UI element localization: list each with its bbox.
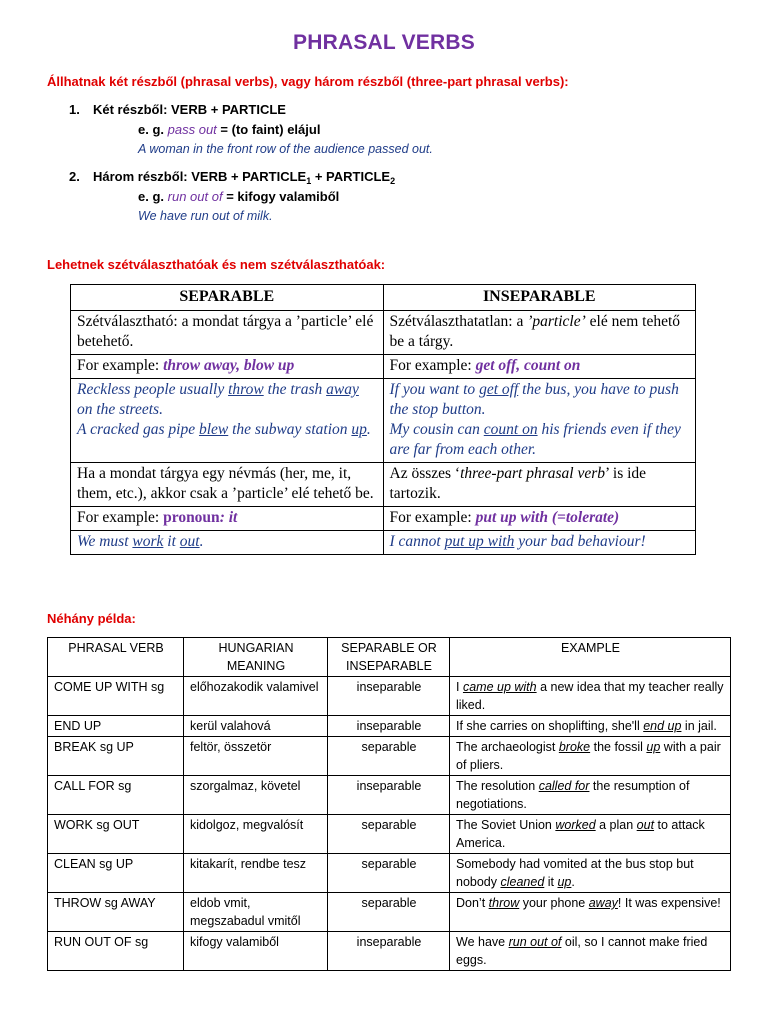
- header-example: EXAMPLE: [450, 638, 731, 677]
- table-row: [48, 893, 731, 932]
- definition: = (to faint) elájul: [216, 122, 321, 137]
- example-definition-2: [138, 189, 339, 204]
- text: We must: [77, 533, 133, 550]
- header-inseparable: INSEPARABLE: [383, 285, 696, 311]
- phrasal-verb: get off, count on: [475, 357, 581, 374]
- text: the fossil: [590, 740, 647, 754]
- example-definition-1: [138, 122, 320, 137]
- text: with a pair of pliers.: [456, 740, 721, 772]
- text: to attack America.: [456, 818, 705, 850]
- list-text: Három részből: VERB + PARTICLE: [93, 169, 307, 184]
- text: .: [571, 875, 575, 889]
- intro-text: Állhatnak két részből (phrasal verbs), vagy három részből (three-part phrasal verbs):: [47, 74, 569, 89]
- cell-inseparable-desc: [383, 311, 696, 355]
- cell-verb: END UP: [48, 716, 184, 737]
- cell-type: separable: [328, 893, 450, 932]
- table-row: [71, 355, 696, 379]
- table-row: [71, 531, 696, 555]
- text: Az összes ‘: [389, 465, 461, 482]
- cell-example: [450, 716, 731, 737]
- text: called for: [538, 779, 590, 793]
- text: away: [588, 896, 618, 910]
- cell-pronoun-sentence: [71, 531, 384, 555]
- text: work: [132, 533, 164, 550]
- cell-pronoun-rule: Ha a mondat tárgya egy névmás (her, me, it, them, etc.), akkor csak a ’particle’ elé tehető be.: [71, 463, 384, 507]
- cell-meaning: kidolgoz, megvalósít: [184, 815, 328, 854]
- text: elé nem tehető be a tárgy.: [389, 313, 681, 350]
- cell-type: inseparable: [328, 932, 450, 971]
- text: For example:: [389, 509, 476, 526]
- text: If you want to: [389, 381, 480, 398]
- text: your phone: [519, 896, 589, 910]
- phrasal-verb: put up with (=tolerate): [475, 509, 620, 526]
- list-item-2: [69, 169, 395, 186]
- header-separability: SEPARABLE OR INSEPARABLE: [328, 638, 450, 677]
- cell-type: inseparable: [328, 776, 450, 815]
- section-heading-separable: Lehetnek szétválaszthatóak és nem szétválaszthatóak:: [47, 257, 386, 272]
- cell-verb: THROW sg AWAY: [48, 893, 184, 932]
- text: blew: [198, 421, 229, 438]
- list-number: 2.: [69, 169, 80, 184]
- cell-separable-desc: Szétválasztható: a mondat tárgya a ’particle’ elé betehető.: [71, 311, 384, 355]
- text: up: [646, 740, 661, 754]
- text: The archaeologist: [456, 740, 559, 754]
- subscript: 1: [306, 176, 312, 186]
- table-header-row: [48, 638, 731, 677]
- examples-table: [47, 637, 731, 971]
- text: put up with: [444, 533, 515, 550]
- cell-pronoun-example: [71, 507, 384, 531]
- text: The resolution: [456, 779, 539, 793]
- text: oil, so I cannot make fried eggs.: [456, 935, 708, 967]
- text: the trash: [263, 381, 327, 398]
- table-row: [71, 311, 696, 355]
- cell-inseparable-example: [383, 355, 696, 379]
- header-separable: SEPARABLE: [71, 285, 384, 311]
- text: For example:: [77, 357, 164, 374]
- cell-type: inseparable: [328, 677, 450, 716]
- cell-inseparable-sentences: [383, 379, 696, 463]
- text: I: [456, 680, 463, 694]
- text: end up: [643, 719, 682, 733]
- cell-type: separable: [328, 737, 450, 776]
- text: up: [557, 875, 572, 889]
- text: came up with: [462, 680, 537, 694]
- text: cleaned: [500, 875, 545, 889]
- list-number: 1.: [69, 102, 80, 117]
- cell-three-part-rule: [383, 463, 696, 507]
- text: get off: [479, 381, 519, 398]
- cell-example: [450, 854, 731, 893]
- text: My cousin can: [389, 421, 484, 438]
- subscript: 2: [390, 176, 396, 186]
- table-row: [48, 815, 731, 854]
- text: on the streets.: [77, 401, 163, 418]
- table-row: [71, 379, 696, 463]
- text: We have: [456, 935, 509, 949]
- table-row: [48, 737, 731, 776]
- text: out: [179, 533, 200, 550]
- text: : it: [219, 509, 238, 526]
- cell-meaning: előhozakodik valamivel: [184, 677, 328, 716]
- cell-example: [450, 737, 731, 776]
- example-sentence-2: We have run out of milk.: [138, 209, 273, 223]
- header-hungarian-meaning: HUNGARIAN MEANING: [184, 638, 328, 677]
- text: ’ is ide tartozik.: [389, 465, 647, 502]
- text: Szétválaszthatatlan: a: [389, 313, 528, 330]
- text: .: [199, 533, 204, 550]
- cell-meaning: szorgalmaz, követel: [184, 776, 328, 815]
- cell-three-part-sentence: [383, 531, 696, 555]
- text: Somebody had vomited at the bus stop but nobody: [456, 857, 694, 889]
- cell-separable-sentences: [71, 379, 384, 463]
- cell-example: [450, 677, 731, 716]
- text: his friends even if they are far from each other.: [389, 421, 681, 458]
- text: the resumption of negotiations.: [456, 779, 690, 811]
- cell-meaning: feltör, összetör: [184, 737, 328, 776]
- text: it: [163, 533, 180, 550]
- text: the bus, you have to push the stop button.: [389, 381, 679, 418]
- text: up: [351, 421, 367, 438]
- definition: = kifogy valamiből: [222, 189, 340, 204]
- text: For example:: [77, 509, 164, 526]
- cell-example: [450, 815, 731, 854]
- table-row: [48, 716, 731, 737]
- table-row: [71, 463, 696, 507]
- text: broke: [558, 740, 591, 754]
- cell-verb: RUN OUT OF sg: [48, 932, 184, 971]
- cell-type: separable: [328, 815, 450, 854]
- example-sentence-1: A woman in the front row of the audience passed out.: [138, 142, 433, 156]
- cell-meaning: kitakarít, rendbe tesz: [184, 854, 328, 893]
- cell-example: [450, 776, 731, 815]
- text: three-part phrasal verb: [460, 465, 606, 482]
- cell-verb: CALL FOR sg: [48, 776, 184, 815]
- phrasal-verb: run out of: [167, 189, 223, 204]
- separable-table: [70, 284, 696, 555]
- text: If she carries on shoplifting, she'll: [456, 719, 644, 733]
- text: worked: [555, 818, 596, 832]
- list-text: Két részből: VERB + PARTICLE: [93, 102, 286, 117]
- text: it: [544, 875, 558, 889]
- text: Don’t: [456, 896, 489, 910]
- cell-type: separable: [328, 854, 450, 893]
- table-header-row: [71, 285, 696, 311]
- header-phrasal-verb: PHRASAL VERB: [48, 638, 184, 677]
- cell-meaning: kifogy valamiből: [184, 932, 328, 971]
- cell-three-part-example: [383, 507, 696, 531]
- text: in jail.: [681, 719, 717, 733]
- text: throw: [228, 381, 264, 398]
- table-row: [48, 677, 731, 716]
- text: count on: [483, 421, 538, 438]
- list-item-1: [69, 102, 286, 117]
- cell-verb: BREAK sg UP: [48, 737, 184, 776]
- text: a plan: [595, 818, 637, 832]
- table-row: [48, 854, 731, 893]
- text: out: [636, 818, 655, 832]
- list-text: + PARTICLE: [311, 169, 391, 184]
- cell-example: [450, 932, 731, 971]
- table-row: [48, 932, 731, 971]
- text: your bad behaviour!: [514, 533, 646, 550]
- phrasal-verb: pass out: [167, 122, 217, 137]
- table-row: [71, 507, 696, 531]
- text: the subway station: [228, 421, 352, 438]
- cell-verb: WORK sg OUT: [48, 815, 184, 854]
- eg-prefix: e. g.: [138, 189, 165, 204]
- eg-prefix: e. g.: [138, 122, 165, 137]
- text: .: [366, 421, 371, 438]
- section-heading-examples: Néhány példa:: [47, 611, 136, 626]
- cell-separable-example: [71, 355, 384, 379]
- text: run out of: [508, 935, 562, 949]
- text: For example:: [389, 357, 476, 374]
- cell-meaning: eldob vmit, megszabadul vmitől: [184, 893, 328, 932]
- text: Reckless people usually: [77, 381, 229, 398]
- text: ’particle’: [527, 313, 586, 330]
- text: A cracked gas pipe: [77, 421, 199, 438]
- cell-example: [450, 893, 731, 932]
- text: I cannot: [389, 533, 445, 550]
- page-title: PHRASAL VERBS: [293, 31, 475, 54]
- phrasal-verb: throw away, blow up: [163, 357, 295, 374]
- cell-verb: CLEAN sg UP: [48, 854, 184, 893]
- text: pronoun: [163, 509, 220, 526]
- text: The Soviet Union: [456, 818, 556, 832]
- cell-meaning: kerül valahová: [184, 716, 328, 737]
- text: ! It was expensive!: [617, 896, 721, 910]
- text: throw: [488, 896, 520, 910]
- text: a new idea that my teacher really liked.: [456, 680, 724, 712]
- cell-type: inseparable: [328, 716, 450, 737]
- cell-verb: COME UP WITH sg: [48, 677, 184, 716]
- text: away: [326, 381, 359, 398]
- table-row: [48, 776, 731, 815]
